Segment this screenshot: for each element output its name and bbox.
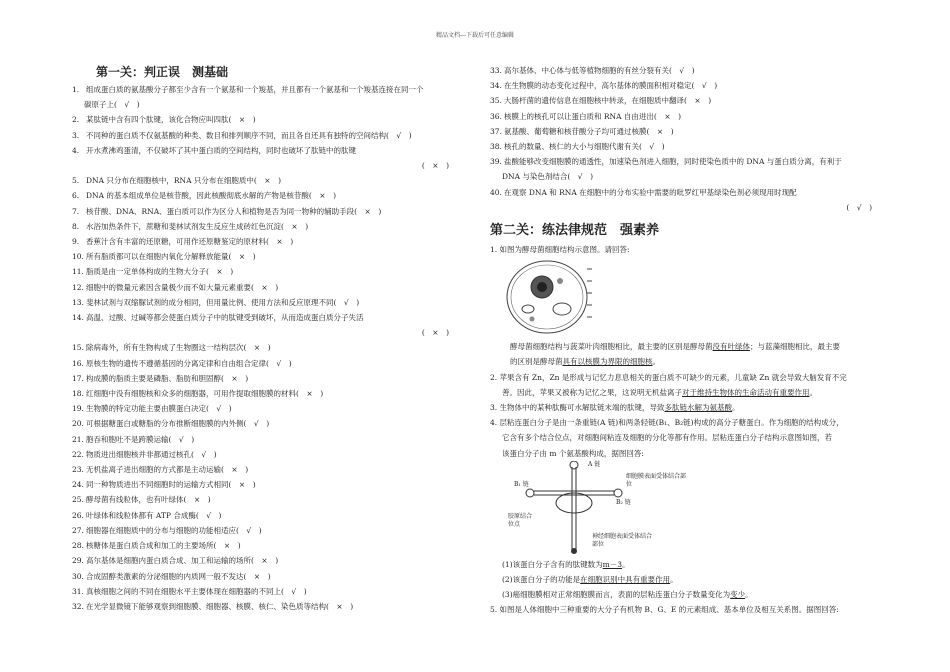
question-4-cont1: 它含有多个结合位点，对细胞间粘连及细胞的分化等都有作用。层粘连蛋白分子结构示意图如图，若 <box>502 433 832 443</box>
judgement-item: 7. 核苷酸、DNA、RNA、蛋白质可以作为区分人和植物是否为同一物种的辅助手段( × ) <box>72 206 382 216</box>
judgement-item: 4. 开水煮沸鸡蛋清，不仅破坏了其中蛋白质的空间结构，同时也破坏了肽链中的肽键 <box>72 145 356 155</box>
judgement-item: 37. 氨基酸、葡萄糖和核苷酸分子均可通过核膜( × ) <box>490 126 674 136</box>
judgement-item: 10. 所有脂质都可以在细胞内氧化分解释放能量( × ) <box>72 252 256 262</box>
judgement-item: 36. 核膜上的核孔可以让蛋白质和 RNA 自由进出( × ) <box>490 111 682 121</box>
judgement-item: 31. 真核细胞之间的不同在细胞水平主要体现在细胞器的不同上( √ ) <box>72 586 307 596</box>
q1-answer-line2: 的区别是酵母菌具有以核膜为界限的细胞核。 <box>510 357 660 367</box>
judgement-item: 27. 细胞器在细胞质中的分布与细胞的功能相适应( √ ) <box>72 525 262 535</box>
yeast-cell-diagram <box>502 257 592 337</box>
judgement-item: 5. DNA 只分布在细胞核中，RNA 只分布在细胞质中( × ) <box>72 176 282 186</box>
judgement-item: 8. 水浴加热条件下，蔗糖和斐林试剂发生反应生成砖红色沉淀( × ) <box>72 221 309 231</box>
judgement-item: 26. 叶绿体和线粒体都有 ATP 合成酶( √ ) <box>72 510 222 520</box>
judgement-item: 33. 高尔基体、中心体与低等植物细胞的有丝分裂有关( √ ) <box>490 66 695 75</box>
judgement-item: 18. 红细胞中没有细胞核和众多的细胞器，可用作提取细胞膜的材料( × ) <box>72 389 324 399</box>
question-4: 4. 层粘连蛋白分子是由一条重链(A 链)和两条轻链(B₁、B₂链)构成的高分子糖蛋白。作为细胞的结构成分， <box>490 418 844 428</box>
judgement-item-cont: 碳原子上( √ ) <box>84 100 140 110</box>
label-nerve-receptor: 神经细胞表面受体结合部位 <box>592 532 653 548</box>
judgement-item: 28. 核糖体是蛋白质合成和加工的主要场所( × ) <box>72 541 241 551</box>
yeast-cell-figure <box>502 257 890 339</box>
judgement-item: 2. 某肽链中含有四个肽键，该化合物应叫四肽( × ) <box>72 115 256 125</box>
q4-sub1: (1)该蛋白分子含有的肽键数为m－3。 <box>502 559 630 569</box>
judgement-item-cont: ( × ) <box>421 328 449 338</box>
judgement-item: 6. DNA 的基本组成单位是核苷酸，因此核酸彻底水解的产物是核苷酸( × ) <box>72 191 337 201</box>
label-b1: B₁ 链 <box>514 480 529 488</box>
question-3: 3. 生物体中的某种肽酶可水解肽链末端的肽键，导致多肽链水解为氨基酸。 <box>490 403 740 413</box>
judgement-item: 17. 构成膜的脂质主要是磷脂、脂肪和胆固醇( × ) <box>72 373 249 383</box>
judgement-item: 3. 不同种的蛋白质不仅氨基酸的种类、数目和排列顺序不同，而且各自还具有独特的空间结构( √ ) <box>72 130 412 140</box>
judgement-item: 23. 无机盐离子进出细胞的方式都是主动运输( × ) <box>72 465 249 475</box>
question-2-cont: 善。因此，苹果又被称为记忆之果，这说明无机盐离子对于维持生物体的生命活动有重要作用。 <box>502 387 817 397</box>
right-column <box>490 63 890 618</box>
label-a-chain: A 链 <box>588 460 601 468</box>
judgement-item: 32. 在光学显微镜下能够观察到细胞膜、细胞器、核膜、核仁、染色质等结构( × ) <box>72 601 354 611</box>
q4-sub2: (2)该蛋白分子的功能是在细胞识别中具有重要作用。 <box>502 575 678 585</box>
judgement-item: 16. 原核生物的遗传不遵循基因的分离定律和自由组合定律( √ ) <box>72 358 292 368</box>
judgement-item: 20. 可根据糖蛋白或糖脂的分布推断细胞膜的内外侧( √ ) <box>72 419 270 429</box>
judgement-item: 12. 细胞中的微量元素因含量极少而不如大量元素重要( × ) <box>72 282 279 292</box>
judgement-item-cont: ( × ) <box>421 161 449 171</box>
judgement-list <box>72 82 467 614</box>
judgement-item: 13. 斐林试剂与双缩脲试剂的成分相同，但用量比例、使用方法和反应原理不同( √ ) <box>72 297 360 307</box>
judgement-item: 11. 脂质是由一定单体构成的生物大分子( × ) <box>72 267 234 277</box>
left-column <box>72 63 467 614</box>
judgement-item: 22. 物质进出细胞核并非都通过核孔( √ ) <box>72 449 217 459</box>
judgement-item: 19. 生物膜的特定功能主要由膜蛋白决定( √ ) <box>72 404 232 414</box>
judgement-item: 34. 在生物膜的动态变化过程中，高尔基体的膜面积相对稳定( √ ) <box>490 81 718 91</box>
judgement-item: 39. 盐酸能够改变细胞膜的通透性，加速染色剂进入细胞，同时使染色质中的 DNA 与蛋白质分离，有利于 <box>490 157 842 167</box>
label-cell-surface: 细胞膜表面受体结合部位 <box>626 472 687 488</box>
judgement-item: 1. 组成蛋白质的氨基酸分子都至少含有一个氨基和一个羧基，并且都有一个氨基和一个羧基连接在同一个 <box>72 85 424 94</box>
judgement-item: 24. 同一种物质进出不同细胞时的运输方式相同( × ) <box>72 480 256 490</box>
judgement-item-cont: DNA 与染色剂结合( √ ) <box>502 172 594 182</box>
judgement-item: 15. 除病毒外，所有生物构成了生物圈这一结构层次( × ) <box>72 343 271 353</box>
laminin-figure <box>508 460 890 557</box>
judgement-item: 29. 高尔基体是细胞内蛋白质合成、加工和运输的场所( × ) <box>72 556 279 566</box>
section2-title: 第二关：练法律规范 强素养 <box>490 223 660 239</box>
question-4-cont2: 该蛋白分子由 m 个氨基酸构成，据图回答: <box>502 448 644 458</box>
section1-title: 第一关：判正误 测基础 <box>96 65 229 79</box>
page-header: 精品文档---下载后可任意编辑 <box>435 32 515 39</box>
judgement-item: 14. 高温、过酸、过碱等都会使蛋白质分子中的肽键受到破坏，从而造成蛋白质分子失活 <box>72 313 364 323</box>
judgement-item: 35. 大肠杆菌的遗传信息在细胞核中转录，在细胞质中翻译( × ) <box>490 96 712 106</box>
judgement-item: 38. 核孔的数量、核仁的大小与细胞代谢有关( √ ) <box>490 142 665 152</box>
q1-answer-line1: 酵母菌细胞结构与菠菜叶肉细胞相比，最主要的区别是酵母菌没有叶绿体；与蓝藻细胞相比，最主要 <box>510 342 840 352</box>
judgement-item: 40. 在观察 DNA 和 RNA 在细胞中的分布实验中需要的吡罗红甲基绿染色剂必须现用时现配 <box>490 187 797 197</box>
label-collagen-site: 胶原结合位点 <box>508 512 533 528</box>
judgement-item: 21. 胞吞和胞吐不是跨膜运输( √ ) <box>72 434 195 444</box>
question-5: 5. 如图是人体细胞中三种重要的大分子有机物 B、G、E 的元素组成、基本单位及相互关系图。据图回答: <box>490 605 839 615</box>
judgement-item: 9. 香蕉汁含有丰富的还原糖，可用作还原糖鉴定的原材料( × ) <box>72 237 294 247</box>
judgement-list-continued <box>490 63 890 215</box>
judgement-item: 25. 酵母菌有线粒体，也有叶绿体( × ) <box>72 495 211 505</box>
judgement-item: 30. 合成固醇类激素的分泌细胞的内质网一般不发达( × ) <box>72 571 271 581</box>
question-2: 2. 苹果含有 Zn，Zn 是形成与记忆力息息相关的蛋白质不可缺少的元素，儿童缺 Zn 就会导致大脑发育不完 <box>490 372 847 382</box>
q4-sub3: (3)癌细胞膜相对正常细胞膜而言，表面的层粘连蛋白分子数量变化为变少。 <box>502 590 753 600</box>
judgement-item-cont: ( √ ) <box>846 202 872 212</box>
question-1: 1. 如图为酵母菌细胞结构示意图。请回答: <box>490 245 630 255</box>
label-b2: B₂ 链 <box>616 498 631 506</box>
